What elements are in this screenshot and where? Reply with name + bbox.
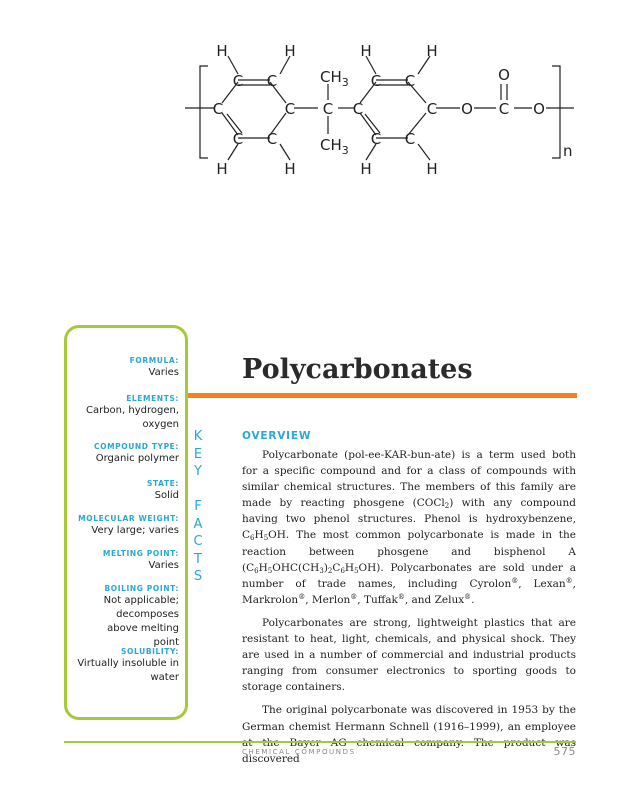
atom-c: C [322,100,334,118]
fact-value: Organic polymer [95,453,179,464]
key-facts-letter: C [193,534,203,549]
fact-value: Not applicable; decomposes above melting point [103,595,179,648]
key-facts-letter: S [193,569,203,584]
key-facts-letter: T [194,551,202,567]
fact-label: ELEMENTS: [126,394,179,403]
fact-label: BOILING POINT: [104,584,179,593]
chemical-structure-diagram [180,38,580,188]
fact-value: Solid [154,490,179,501]
fact-label: STATE: [147,479,179,488]
title-underline-rule [188,393,577,398]
fact-formula [63,355,179,380]
fact-label: MOLECULAR WEIGHT: [78,514,179,523]
paragraph: Polycarbonate (pol-ee-KAR-bun-ate) is a term used both for a specific compound and for a class of compounds with similar chemical structures. The members of this family are made by reacting phosgene (COCl$_2$) with any compound having two phenol structures. Phenol is hydroxybenzene, $C_6H_5OH$. The most common polycarbonate is made in the reaction between phosgene and bisphenol A $(C_6H_5OHC(CH_3)_2C_6H_5OH)$. Polycarbonates are sold under a number of trade names, including Cyrolon®, Lexan®, Markrolon®, Merlon®, Tuffak®, and Zelux®. [242,449,576,606]
fact-value: Very large; varies [91,525,179,536]
fact-value: Varies [148,367,179,378]
fact-value: Varies [148,560,179,571]
footer-rule [64,741,576,743]
atom-h: H [284,160,296,178]
atom-c: C [266,130,278,148]
atom-h: H [216,160,228,178]
paragraph: Polycarbonates are strong, lightweight plastics that are resistant to heat, light, chemicals, and physical shock. They are used in a number of commercial and industrial products ranging from consumer electronics to sporting goods to storage containers. [242,616,576,694]
paragraph: The original polycarbonate was discovered in 1953 by the German chemist Hermann Schnell (1916–1999), an employee discovered [242,704,576,765]
fact-label: FORMULA: [129,356,179,365]
atom-c: C [352,100,364,118]
atom-o: O [533,100,545,118]
atom-c: C [370,72,382,90]
fact-value: Virtually insoluble in water [77,658,179,683]
section-heading: OVERVIEW [242,430,312,442]
repeat-subscript-n: n [563,142,573,160]
atom-c: C [498,100,510,118]
atom-h: H [426,160,438,178]
right-bracket [552,66,560,158]
atom-c: C [266,72,278,90]
atom-h: H [216,42,228,60]
article-body [242,447,576,774]
atom-o: O [461,100,473,118]
methyl-group-top: $CH_3$ [320,68,349,89]
left-bracket [200,66,208,158]
atom-h: H [360,42,372,60]
fact-compound-type [63,441,179,466]
atom-h: H [360,160,372,178]
atom-h: H [426,42,438,60]
atom-h: H [284,42,296,60]
atom-c: C [232,72,244,90]
fact-label: MELTING POINT: [102,549,179,558]
atom-c: C [426,100,438,118]
atom-c: C [370,130,382,148]
atom-c: C [284,100,296,118]
fact-boiling-point [63,583,179,650]
key-facts-letter: K [193,429,203,444]
fact-melting-point [63,548,179,573]
key-facts-vertical-label [190,428,206,584]
fact-solubility [63,646,179,685]
page-title: Polycarbonates [242,354,473,385]
key-facts-letter: F [194,499,202,514]
methyl-group-bottom: $CH_3$ [320,136,349,157]
fact-value: Carbon, hydrogen, oxygen [85,405,179,430]
fact-label: COMPOUND TYPE: [94,442,179,451]
atom-c: C [404,130,416,148]
key-facts-letter: A [193,516,203,532]
atom-c: C [232,130,244,148]
atom-c: C [404,72,416,90]
fact-label: SOLUBILITY: [121,647,179,656]
key-facts-sidebar [64,325,188,720]
fact-state [63,478,179,503]
key-facts-letter: E [193,446,203,462]
fact-molecular-weight [63,513,179,538]
atom-c: C [212,100,224,118]
footer-running-title: CHEMICAL COMPOUNDS [242,748,356,756]
fact-elements [63,393,179,432]
key-facts-letter: Y [194,464,202,479]
atom-o: O [498,66,510,84]
key-facts-letter [190,481,206,499]
page-number: 575 [553,745,576,758]
